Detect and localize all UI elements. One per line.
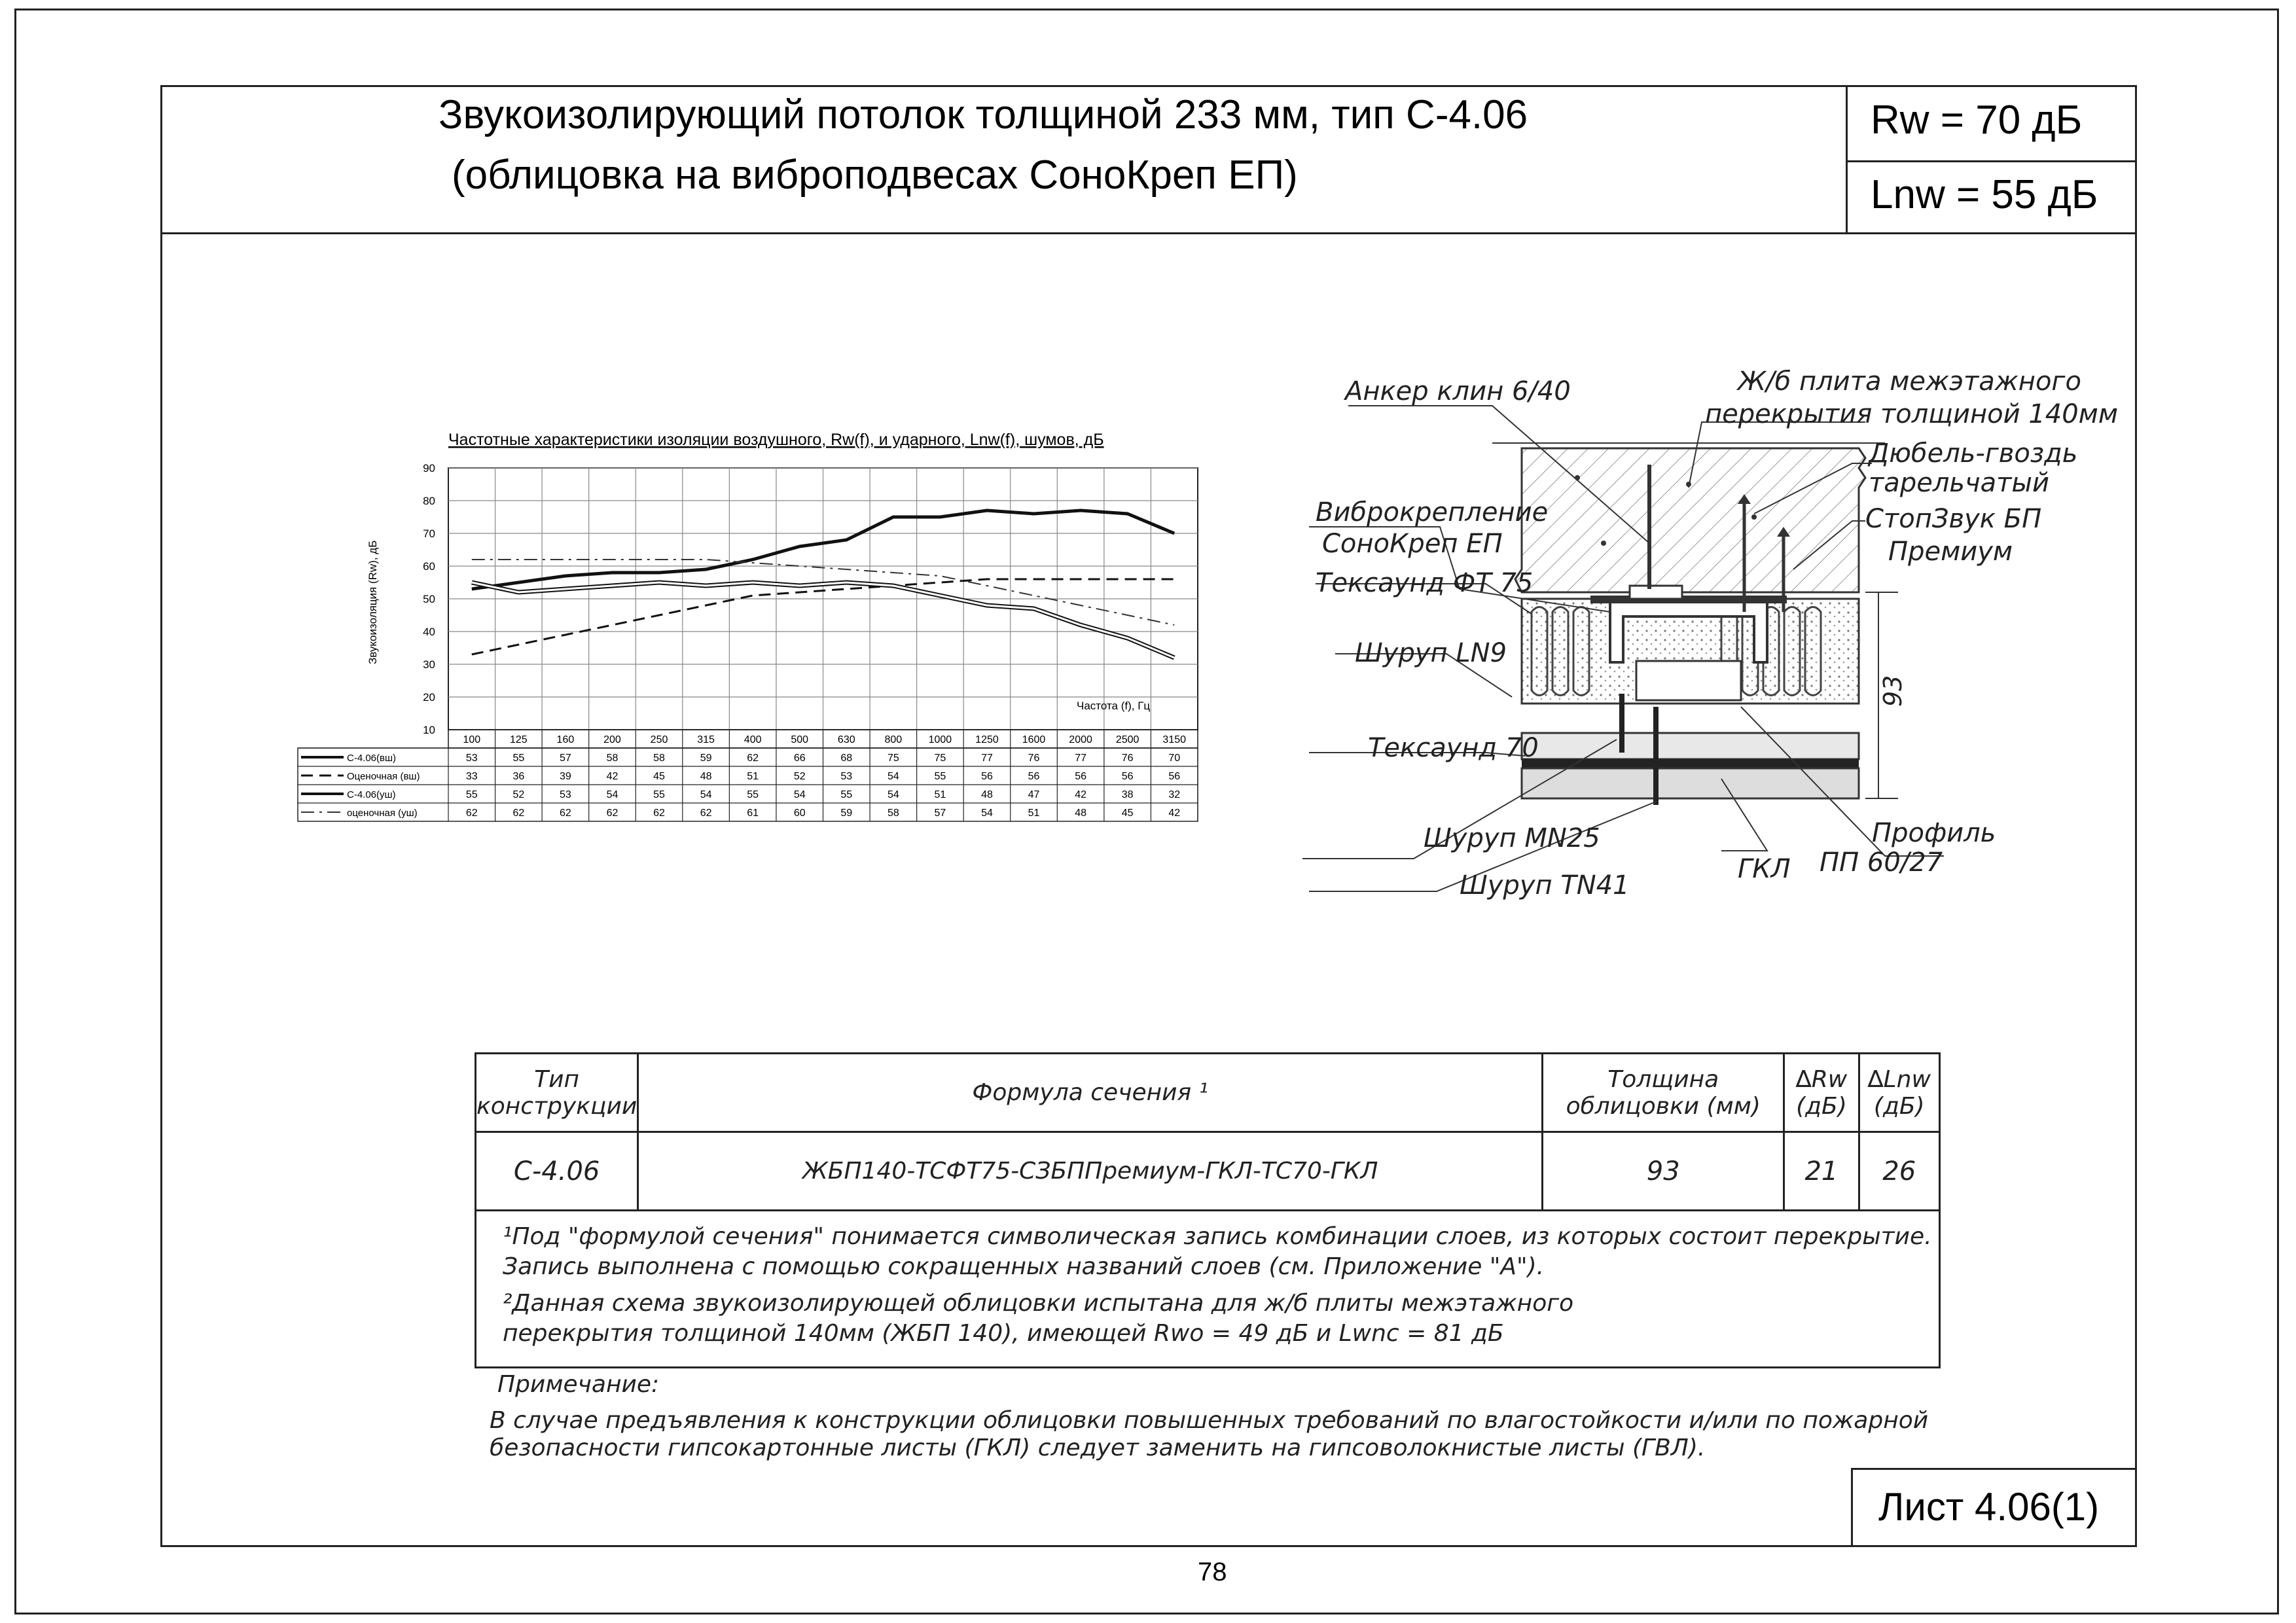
chart-data-label: 38 xyxy=(1121,789,1134,800)
chart-data-label: 56 xyxy=(1028,771,1040,782)
chart-x-tick: 2000 xyxy=(1069,734,1092,745)
chart-x-tick: 2500 xyxy=(1115,734,1139,745)
label-dowel-line1: Дюбель-гвоздь xyxy=(1869,438,2078,469)
chart-x-tick: 200 xyxy=(603,734,621,745)
label-profile-line2: ПП 60/27 xyxy=(1820,847,1943,878)
cell-type: С-4.06 xyxy=(476,1132,638,1211)
chart-data-label: 62 xyxy=(747,753,759,764)
footnote-2a: ²Данная схема звукоизолирующей облицовки испытана для ж/б плиты межэтажного xyxy=(503,1290,1574,1317)
label-profile-line1: Профиль xyxy=(1872,818,1996,848)
chart-data-label: 68 xyxy=(840,753,853,764)
chart-data-label: 62 xyxy=(606,808,619,819)
chart-x-tick: 250 xyxy=(650,734,668,745)
sheet-number: Лист 4.06(1) xyxy=(1878,1485,2100,1529)
chart-x-tick: 3150 xyxy=(1162,734,1187,745)
chart-x-tick: 400 xyxy=(744,734,762,745)
chart-data-label: 48 xyxy=(1075,808,1086,819)
label-vibro-line1: Виброкрепление xyxy=(1316,497,1549,527)
chart-data-label: 75 xyxy=(934,753,946,764)
chart-y-tick: 20 xyxy=(423,691,435,704)
note-line1: В случае предъявления к конструкции облицовки повышенных требований по влагостойкости и/или по пожарной xyxy=(490,1407,1929,1434)
chart-data-label: 48 xyxy=(981,789,993,800)
chart-data-label: 58 xyxy=(653,753,665,764)
chart-data-label: 62 xyxy=(700,808,712,819)
chart-data-table xyxy=(298,730,1198,821)
chart-data-label: 62 xyxy=(560,808,571,819)
chart-y-tick: 90 xyxy=(423,462,435,474)
chart-data-label: 76 xyxy=(1028,753,1040,764)
cell-delta-rw: 21 xyxy=(1784,1132,1859,1211)
chart-data-label: 39 xyxy=(560,771,571,782)
chart-data-label: 45 xyxy=(653,771,665,782)
label-screw-ln9: Шуруп LN9 xyxy=(1355,638,1507,668)
chart-data-label: 54 xyxy=(887,789,899,800)
chart-data-label: 54 xyxy=(700,789,712,800)
chart-data-label: 77 xyxy=(981,753,993,764)
label-slab-line2: перекрытия толщиной 140мм xyxy=(1705,399,2119,429)
chart-data-label: 52 xyxy=(512,789,525,800)
chart-data-label: 33 xyxy=(465,771,478,782)
chart-data-label: 60 xyxy=(793,808,806,819)
chart-data-label: 58 xyxy=(606,753,619,764)
chart-data-label: 55 xyxy=(934,771,946,782)
label-texaund-70: Тексаунд 70 xyxy=(1368,733,1539,763)
chart-data-label: 42 xyxy=(1168,808,1181,819)
label-dowel-line2: тарельчатый xyxy=(1869,468,2049,498)
footnote-1a: ¹Под "формулой сечения" понимается символическая запись комбинации слоев, из которых состоит перекрытие. xyxy=(503,1223,1932,1250)
chart-data-label: 42 xyxy=(1075,789,1086,800)
header-delta-lnw: ∆Lnw (дБ) xyxy=(1859,1054,1939,1132)
chart-data-label: 47 xyxy=(1028,789,1040,800)
chart-data-label: 51 xyxy=(934,789,946,800)
chart-y-tick: 70 xyxy=(423,527,435,540)
chart-y-label: Звукоизоляция (Rw), дБ xyxy=(367,540,379,664)
page-number: 78 xyxy=(1198,1558,1227,1586)
frequency-chart xyxy=(288,425,1217,851)
label-stopzvuk-line2: Премиум xyxy=(1888,537,2013,567)
chart-x-tick: 630 xyxy=(837,734,855,745)
chart-x-tick: 315 xyxy=(697,734,715,745)
header-formula: Формула сечения ¹ xyxy=(638,1054,1543,1132)
footnotes-cell xyxy=(476,1211,1940,1368)
header-thickness: Толщина облицовки (мм) xyxy=(1543,1054,1784,1132)
concrete-slab xyxy=(1492,443,1885,592)
chart-data-label: 51 xyxy=(1028,808,1040,819)
chart-data-label: 42 xyxy=(606,771,619,782)
label-anchor: Анкер клин 6/40 xyxy=(1345,376,1571,406)
lnw-value: Lnw = 55 дБ xyxy=(1871,172,2098,217)
chart-x-tick: 125 xyxy=(509,734,528,745)
chart-data-label: 55 xyxy=(512,753,525,764)
header-delta-rw: ∆Rw (дБ) xyxy=(1784,1054,1859,1132)
chart-x-tick: 1250 xyxy=(975,734,999,745)
chart-data-label: 56 xyxy=(1121,771,1134,782)
chart-data-label: 75 xyxy=(887,753,899,764)
chart-grid xyxy=(448,468,1198,730)
page-title-line2: (облицовка на виброподвесах СоноКреп ЕП) xyxy=(452,152,1298,198)
chart-x-label: Частота (f), Гц xyxy=(1077,700,1151,712)
chart-data-label: 53 xyxy=(465,753,478,764)
footnote-1b: Запись выполнена с помощью сокращенных названий слоев (см. Приложение "А"). xyxy=(503,1253,1545,1280)
footnote-2b: перекрытия толщиной 140мм (ЖБП 140), имеющей Rwo = 49 дБ и Lwnc = 81 дБ xyxy=(503,1320,1504,1347)
page-title-line1: Звукоизолирующий потолок толщиной 233 мм, тип С-4.06 xyxy=(439,92,1528,137)
chart-data-label: 48 xyxy=(700,771,712,782)
chart-data-label: 58 xyxy=(887,808,899,819)
chart-x-tick: 1600 xyxy=(1022,734,1046,745)
chart-data-label: 36 xyxy=(512,771,525,782)
label-slab-line1: Ж/б плита межэтажного xyxy=(1738,366,2081,397)
chart-data-label: 32 xyxy=(1168,789,1181,800)
chart-x-tick: 1000 xyxy=(928,734,952,745)
dimension-label: 93 xyxy=(1878,675,1907,707)
chart-data-label: 76 xyxy=(1121,753,1134,764)
chart-x-tick: 500 xyxy=(791,734,809,745)
header-metric-divider xyxy=(1846,85,1848,232)
chart-y-tick: 10 xyxy=(423,724,435,736)
chart-data-label: 55 xyxy=(840,789,853,800)
chart-data-label: 62 xyxy=(465,808,478,819)
chart-data-label: 59 xyxy=(840,808,853,819)
chart-data-label: 53 xyxy=(840,771,853,782)
chart-title: Частотные характеристики изоляции воздушного, Rw(f), и ударного, Lnw(f), шумов, дБ xyxy=(448,431,1104,449)
chart-y-tick: 50 xyxy=(423,593,435,605)
cell-delta-lnw: 26 xyxy=(1859,1132,1939,1211)
chart-data-label: 59 xyxy=(700,753,712,764)
chart-data-label: 77 xyxy=(1075,753,1086,764)
chart-y-ticks xyxy=(423,462,435,736)
chart-data-label: 53 xyxy=(560,789,571,800)
chart-x-tick: 100 xyxy=(463,734,481,745)
chart-data-label: 51 xyxy=(747,771,759,782)
chart-data-label: 52 xyxy=(793,771,806,782)
chart-data-label: 56 xyxy=(1075,771,1086,782)
chart-legend-label: Оценочная (вш) xyxy=(347,771,420,782)
chart-data-label: 55 xyxy=(465,789,478,800)
cell-formula: ЖБП140-ТСФТ75-СЗБППремиум-ГКЛ-ТС70-ГКЛ xyxy=(638,1132,1543,1211)
chart-data-label: 61 xyxy=(747,808,759,819)
chart-x-tick: 160 xyxy=(556,734,575,745)
chart-legend-label: оценочная (уш) xyxy=(347,808,418,819)
label-stopzvuk-line1: СтопЗвук БП xyxy=(1865,504,2042,534)
chart-y-tick: 40 xyxy=(423,626,435,638)
chart-data-label: 57 xyxy=(560,753,571,764)
chart-x-tick: 800 xyxy=(884,734,903,745)
chart-data-label: 66 xyxy=(793,753,806,764)
rw-value: Rw = 70 дБ xyxy=(1871,98,2083,143)
label-screw-tn41: Шуруп TN41 xyxy=(1460,870,1630,901)
chart-data-label: 62 xyxy=(653,808,665,819)
chart-data-label: 56 xyxy=(981,771,993,782)
chart-data-label: 55 xyxy=(653,789,665,800)
label-vibro-line2: СоноКреп ЕП xyxy=(1322,529,1503,559)
label-gkl: ГКЛ xyxy=(1738,854,1791,884)
chart-data-label: 55 xyxy=(747,789,759,800)
chart-data-label: 54 xyxy=(887,771,899,782)
header-metric-separator xyxy=(1846,160,2137,162)
note-line2: безопасности гипсокартонные листы (ГКЛ) следует заменить на гипсоволокнистые листы (ГВЛ). xyxy=(490,1435,1706,1461)
label-texaund-75: Тексаунд ФТ 75 xyxy=(1316,568,1534,598)
chart-data-label: 56 xyxy=(1168,771,1181,782)
chart-y-tick: 80 xyxy=(423,495,435,507)
cell-thickness: 93 xyxy=(1543,1132,1784,1211)
chart-y-tick: 60 xyxy=(423,560,435,573)
chart-data-label: 54 xyxy=(793,789,806,800)
chart-data-label: 54 xyxy=(606,789,619,800)
chart-data-label: 54 xyxy=(981,808,993,819)
chart-data-label: 70 xyxy=(1168,753,1181,764)
label-screw-mn25: Шуруп MN25 xyxy=(1424,823,1600,853)
chart-data-label: 62 xyxy=(512,808,525,819)
chart-data-label: 57 xyxy=(934,808,946,819)
chart-legend-label: С-4.06(вш) xyxy=(347,753,397,764)
spec-table xyxy=(475,1052,1941,1368)
header-type: Тип конструкции xyxy=(476,1054,638,1132)
note-title: Примечание: xyxy=(497,1371,660,1398)
chart-y-tick: 30 xyxy=(423,658,435,671)
header-divider xyxy=(160,232,2137,234)
chart-data-label: 45 xyxy=(1121,808,1134,819)
chart-legend-label: С-4.06(уш) xyxy=(347,789,396,800)
